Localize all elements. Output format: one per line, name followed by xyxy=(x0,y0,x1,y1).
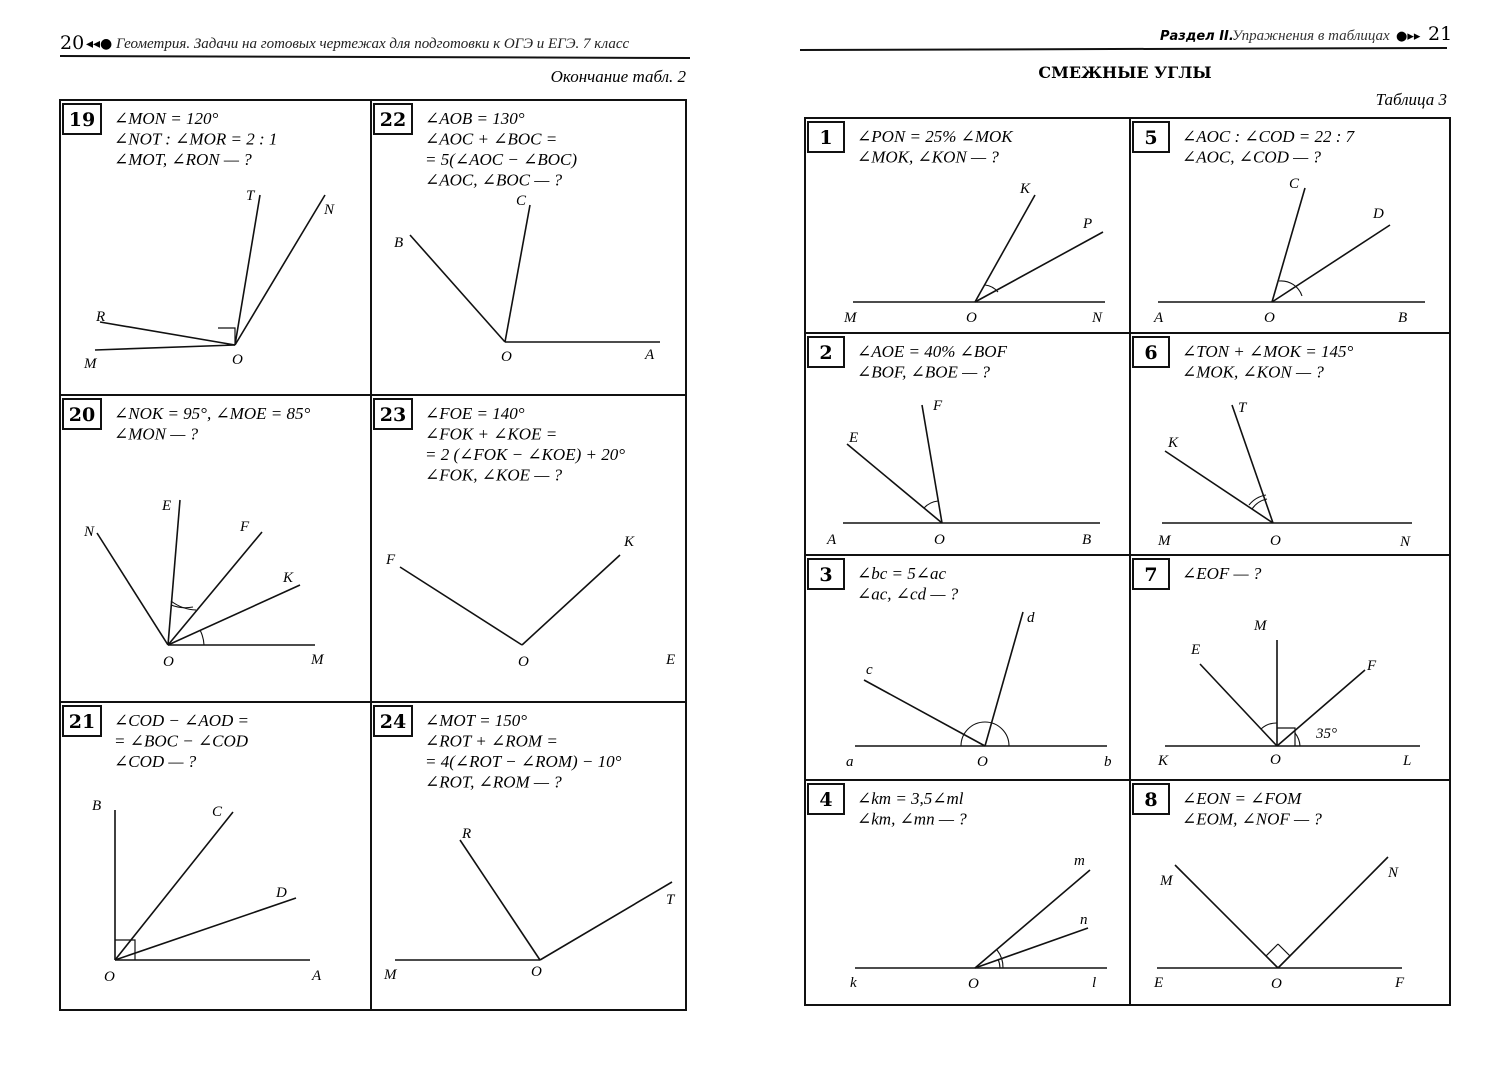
problem-condition-line: ∠EOF — ? xyxy=(1182,564,1262,583)
left-running-title: Геометрия. Задачи на готовых чертежах для подготовки к ОГЭ и ЕГЭ. 7 класс xyxy=(116,36,630,52)
problem-condition-line: ∠AOC : ∠COD = 22 : 7 xyxy=(1182,127,1355,146)
point-label: K xyxy=(1168,435,1179,451)
point-label: N xyxy=(1400,534,1411,550)
problem-number: 24 xyxy=(379,711,407,733)
problem-condition-line: ∠MOT = 150° xyxy=(425,711,528,730)
point-label: d xyxy=(1027,610,1035,626)
problem-condition-line: ∠AOC, ∠BOC — ? xyxy=(425,170,563,190)
point-label: A xyxy=(645,347,655,363)
point-label: n xyxy=(1080,912,1088,928)
point-label: O xyxy=(1270,533,1281,549)
point-label: c xyxy=(866,662,873,678)
problem-condition-line: ∠ROT, ∠ROM — ? xyxy=(425,772,562,792)
left-table-caption: Окончание табл. 2 xyxy=(550,67,686,86)
problem-number: 23 xyxy=(379,404,407,426)
problem-condition-line: = ∠BOC − ∠COD xyxy=(114,731,249,751)
problem-condition-line: ∠AOE = 40% ∠BOF xyxy=(857,342,1007,361)
right-table-caption: Таблица 3 xyxy=(1375,90,1447,109)
point-label: O xyxy=(977,754,988,770)
point-label: B xyxy=(1398,310,1408,326)
point-label: B xyxy=(1082,532,1092,548)
problem-number: 2 xyxy=(819,342,833,364)
point-label: K xyxy=(283,570,294,586)
problem-number: 8 xyxy=(1144,789,1158,811)
point-label: O xyxy=(232,352,243,368)
problem-condition-line: ∠AOC, ∠COD — ? xyxy=(1182,147,1321,167)
problem-number: 5 xyxy=(1144,127,1158,149)
point-label: D xyxy=(276,885,287,901)
point-label: O xyxy=(968,976,979,992)
left-header-mark: ◂◂● xyxy=(86,36,113,52)
point-label: 35° xyxy=(1316,726,1337,742)
point-label: T xyxy=(666,892,675,908)
problem-condition-line: ∠ac, ∠cd — ? xyxy=(857,584,959,604)
point-label: L xyxy=(1403,753,1412,769)
problem-condition-line: ∠FOE = 140° xyxy=(425,404,525,423)
problem-condition-line: ∠AOC + ∠BOC = xyxy=(425,129,558,149)
problem-number: 6 xyxy=(1144,342,1158,364)
problem-condition-line: ∠FOK, ∠KOE — ? xyxy=(425,465,563,485)
point-label: b xyxy=(1104,754,1112,770)
problem-condition-line: ∠BOF, ∠BOE — ? xyxy=(857,362,991,382)
problem-condition-line: ∠FOK + ∠KOE = xyxy=(425,424,558,444)
problem-number: 21 xyxy=(68,711,96,733)
point-label: F xyxy=(933,398,943,414)
problem-condition-line: = 2 (∠FOK − ∠KOE) + 20° xyxy=(425,445,626,464)
point-label: C xyxy=(212,804,223,820)
right-section-label: Раздел II. xyxy=(1160,29,1234,44)
point-label: O xyxy=(966,310,977,326)
point-label: O xyxy=(518,654,529,670)
point-label: A xyxy=(312,968,322,984)
problem-condition-line: ∠MOT, ∠RON — ? xyxy=(114,150,252,169)
point-label: N xyxy=(1092,310,1103,326)
point-label: B xyxy=(394,235,404,251)
problem-condition-line: ∠MOK, ∠KON — ? xyxy=(1182,362,1324,382)
point-label: N xyxy=(1388,865,1399,881)
point-label: F xyxy=(1395,975,1405,991)
point-label: K xyxy=(1158,753,1169,769)
problem-number: 3 xyxy=(819,564,833,586)
point-label: N xyxy=(324,202,335,218)
point-label: C xyxy=(516,193,527,209)
point-label: P xyxy=(1083,216,1093,232)
problem-condition-line: ∠EON = ∠FOM xyxy=(1182,789,1302,808)
point-label: O xyxy=(104,969,115,985)
point-label: M xyxy=(311,652,324,668)
point-label: O xyxy=(1264,310,1275,326)
point-label: M xyxy=(384,967,397,983)
problem-number: 19 xyxy=(68,109,96,131)
point-label: m xyxy=(1074,853,1085,869)
problem-condition-line: = 4(∠ROT − ∠ROM) − 10° xyxy=(425,752,622,771)
problem-condition-line: ∠MOK, ∠KON — ? xyxy=(857,147,999,167)
point-label: E xyxy=(1154,975,1164,991)
point-label: O xyxy=(1270,752,1281,768)
right-header-mark: ●▸▸ xyxy=(1396,29,1421,44)
point-label: F xyxy=(240,519,250,535)
point-label: T xyxy=(246,188,255,204)
point-label: l xyxy=(1092,975,1097,991)
problem-number: 1 xyxy=(819,127,833,149)
point-label: O xyxy=(1271,976,1282,992)
problem-condition-line: ∠km, ∠mn — ? xyxy=(857,809,967,829)
point-label: O xyxy=(163,654,174,670)
left-page-number: 20 xyxy=(60,32,85,54)
point-label: O xyxy=(501,349,512,365)
problem-condition-line: = 5(∠AOC − ∠BOC) xyxy=(425,150,578,169)
point-label: O xyxy=(934,532,945,548)
problem-condition-line: ∠COD — ? xyxy=(114,752,197,771)
problem-condition-line: ∠NOK = 95°, ∠MOE = 85° xyxy=(114,404,311,423)
point-label: D xyxy=(1373,206,1384,222)
problem-number: 20 xyxy=(68,404,96,426)
section-heading: СМЕЖНЫЕ УГЛЫ xyxy=(1038,63,1212,82)
problem-condition-line: ∠bc = 5∠ac xyxy=(857,564,947,583)
point-label: K xyxy=(1020,181,1031,197)
problem-condition-line: ∠MON — ? xyxy=(114,424,199,444)
right-page-number: 21 xyxy=(1428,23,1453,45)
point-label: T xyxy=(1238,400,1247,416)
problem-condition-line: ∠ROT + ∠ROM = xyxy=(425,731,558,751)
point-label: C xyxy=(1289,176,1300,192)
point-label: R xyxy=(462,826,472,842)
point-label: A xyxy=(1154,310,1164,326)
point-label: R xyxy=(96,309,106,325)
point-label: F xyxy=(1367,658,1377,674)
right-section-title: Упражнения в таблицах xyxy=(1232,28,1390,44)
problem-number: 4 xyxy=(819,789,833,811)
point-label: A xyxy=(827,532,837,548)
problem-condition-line: ∠TON + ∠MOK = 145° xyxy=(1182,342,1354,361)
point-label: E xyxy=(849,430,859,446)
problem-number: 22 xyxy=(379,109,407,131)
point-label: F xyxy=(386,552,396,568)
problem-condition-line: ∠AOB = 130° xyxy=(425,109,525,128)
problem-condition-line: ∠PON = 25% ∠MOK xyxy=(857,127,1013,146)
problem-condition-line: ∠COD − ∠AOD = xyxy=(114,711,250,730)
point-label: M xyxy=(1158,533,1171,549)
problem-condition-line: ∠km = 3,5∠ml xyxy=(857,789,964,808)
point-label: M xyxy=(1254,618,1267,634)
problem-condition-line: ∠NOT : ∠MOR = 2 : 1 xyxy=(114,129,278,149)
point-label: B xyxy=(92,798,102,814)
point-label: k xyxy=(850,975,857,991)
point-label: a xyxy=(846,754,854,770)
problem-condition-line: ∠MON = 120° xyxy=(114,109,219,128)
point-label: O xyxy=(531,964,542,980)
point-label: M xyxy=(1160,873,1173,889)
point-label: E xyxy=(666,652,676,668)
point-label: E xyxy=(162,498,172,514)
problem-number: 7 xyxy=(1144,564,1158,586)
point-label: M xyxy=(84,356,97,372)
problem-condition-line: ∠EOM, ∠NOF — ? xyxy=(1182,809,1322,829)
point-label: E xyxy=(1191,642,1201,658)
point-label: M xyxy=(844,310,857,326)
point-label: N xyxy=(84,524,95,540)
point-label: K xyxy=(624,534,635,550)
